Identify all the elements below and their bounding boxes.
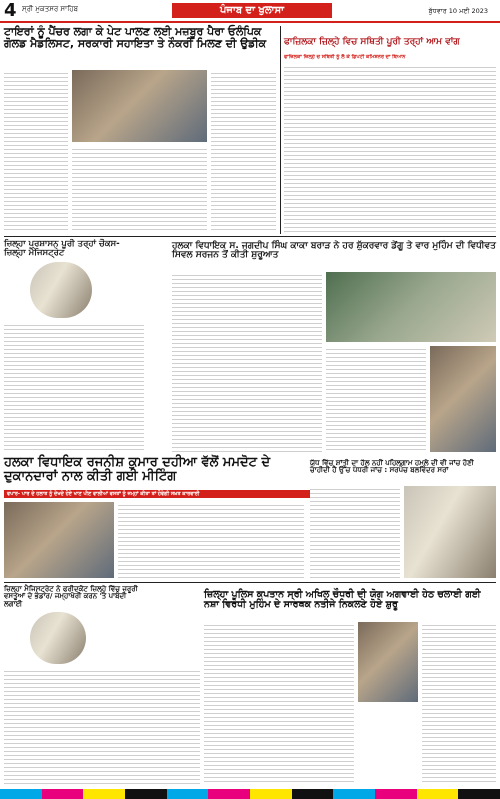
article-5-photo xyxy=(4,502,114,578)
article-2-headline: ਫਾਜ਼ਿਲਕਾ ਜ਼ਿਲ੍ਹੇ ਵਿਚ ਸਥਿਤੀ ਪੂਰੀ ਤਰ੍ਹਾਂ ਆਮ ਵਾਂਗ xyxy=(284,37,460,47)
article-1-body xyxy=(4,70,68,230)
article-1-body-3 xyxy=(211,70,276,230)
paper-name: ਸ੍ਰੀ ਮੁਕਤਸਰ ਸਾਹਿਬ xyxy=(22,5,79,13)
article-4-body xyxy=(172,272,322,452)
color-registration-bar xyxy=(0,789,500,799)
article-1-body-2 xyxy=(72,146,207,230)
header-divider xyxy=(0,21,500,23)
article-4-photo xyxy=(326,272,496,342)
column-divider xyxy=(280,26,281,234)
article-6-body xyxy=(310,486,400,578)
article-6-headline: ਯੁੱਧ ਵਿੱਚ ਸ਼ਾਂਤੀ ਦਾ ਹੱਲ ਨਹੀਂ ਪਹਿਲਗਾਮ ਹਮਲੇ ਦੀ ਵੀ ਜਾਂਚ ਹੋਣੀ ਚਾਹੀਦੀ ਹੈ ਉੱਚ ਪੱਧਰੀ ਜਾਂਚ : ਸਰਪੰਚ ਬਲਵਿੰਦਰ ਸਰਾਂ xyxy=(310,459,474,475)
article-4-headline: ਹਲਕਾ ਵਿਧਾਇਕ ਸ. ਜਗਦੀਪ ਸਿੰਘ ਕਾਕਾ ਬਰਾੜ ਨੇ ਹਰ ਸ਼ੁੱਕਰਵਾਰ ਡੇਂਗੂ ਤੇ ਵਾਰ ਮੁਹਿੰਮ ਦੀ ਵਿਧੀਵਤ ਸਿਵਲ ਸਰਜਨ ਤੋਂ ਕੀਤੀ ਸ਼ੁਰੂਆਤ xyxy=(172,241,496,261)
article-8-headline: ਜ਼ਿਲ੍ਹਾ ਪੁਲਿਸ ਕਪਤਾਨ ਸ੍ਰੀ ਅਖਿਲ ਚੌਧਰੀ ਦੀ ਯੋਗ ਅਗਵਾਈ ਹੇਠ ਚਲਾਈ ਗਈ ਨਸ਼ਾ ਵਿਰੋਧੀ ਮੁਹਿੰਮ ਦੇ ਸਾਰਥਕ ਨਤੀਜੇ ਨਿਕਲਣੇ ਹੋਏ ਸ਼ੁਰੂ xyxy=(204,589,481,610)
article-8-body-2 xyxy=(422,622,496,784)
article-5-subhead: ਵਪਾਰ- ਪਾਰ ਦੇ ਹਲਾਤ ਨੂੰ ਦੇਖਦੇ ਹੋਏ ਖਾਣ ਪੀਣ ਵਾਲੀਆਂ ਵਸਤਾਂ ਨੂੰ ਜਮ੍ਹਾਂ ਕੀਤਾ ਤਾਂ ਹੋਵੇਗੀ ਸਖ਼ਤ ਕਾਰਵਾਈ xyxy=(4,490,310,498)
section-divider-1 xyxy=(4,236,496,237)
page-number: 4 xyxy=(4,0,17,21)
article-1-photo xyxy=(72,70,207,142)
article-4-photo-2 xyxy=(430,346,496,452)
issue-date: ਬੁੱਧਵਾਰ 10 ਮਈ 2023 xyxy=(428,7,488,15)
article-7-body xyxy=(4,668,200,784)
article-4-body-2 xyxy=(326,346,426,452)
article-1-headline: ਟਾਇਰਾਂ ਨੂੰ ਪੈਂਚਰ ਲਗਾ ਕੇ ਪੇਟ ਪਾਲਣ ਲਈ ਮਜ਼ਬੂਰ ਪੈਰਾ ਓਲੰਪਿਕ ਗੋਲਡ ਮੈਡਲਿਸਟ, ਸਰਕਾਰੀ ਸਹਾਇਤਾ ਤੇ ਨੌਕਰੀ ਮਿਲਣ ਦੀ ਉਡੀਕ xyxy=(4,25,267,50)
article-8-body xyxy=(204,622,354,784)
article-2-subhead: ਫਾਜ਼ਿਲਕਾ ਜ਼ਿਲ੍ਹੇ ਚ ਸਥਿਤੀ ਨੂੰ ਲੈ ਕੇ ਡਿਪਟੀ ਕਮਿਸ਼ਨਰ ਦਾ ਬਿਆਨ xyxy=(284,54,406,60)
article-7-headline: ਜ਼ਿਲ੍ਹਾ ਮੈਜਿਸਟ੍ਰੇਟ ਨੇ ਫਰੀਦਕੋਟ ਜ਼ਿਲ੍ਹੇ ਵਿੱਚ ਜ਼ਰੂਰੀ ਵਸਤੂਆਂ ਦੇ ਭੰਡਾਰ/ ਜਮ੍ਹਾਖੋਰੀ ਕਰਨ 'ਤੇ ਪਾਬੰਦੀ ਲਗਾਈ xyxy=(4,585,138,608)
section-divider-2 xyxy=(4,582,496,583)
article-3-body xyxy=(4,322,144,452)
article-2-body xyxy=(284,64,496,234)
article-8-photo xyxy=(358,622,418,702)
article-5-body xyxy=(118,502,304,578)
article-5-headline: ਹਲਕਾ ਵਿਧਾਇਕ ਰਜਨੀਸ਼ ਕੁਮਾਰ ਦਹੀਆ ਵੱਲੋਂ ਮਮਦੋਟ ਦੇ ਦੁਕਾਨਦਾਰਾਂ ਨਾਲ ਕੀਤੀ ਗਈ ਮੀਟਿੰਗ xyxy=(4,455,271,484)
article-3-headline: ਜ਼ਿਲ੍ਹਾ ਪ੍ਰਸ਼ਾਸਨ ਪੂਰੀ ਤਰ੍ਹਾਂ ਚੌਕਸ- ਜ਼ਿਲ੍ਹਾ ਮੈਜਿਸਟ੍ਰੇਟ xyxy=(4,239,120,258)
masthead-banner: ਪੰਜਾਬ ਦਾ ਖੁਲਾਸਾ xyxy=(172,3,332,18)
article-3-photo xyxy=(30,262,92,318)
article-7-photo xyxy=(30,612,86,664)
article-6-photo xyxy=(404,486,496,578)
